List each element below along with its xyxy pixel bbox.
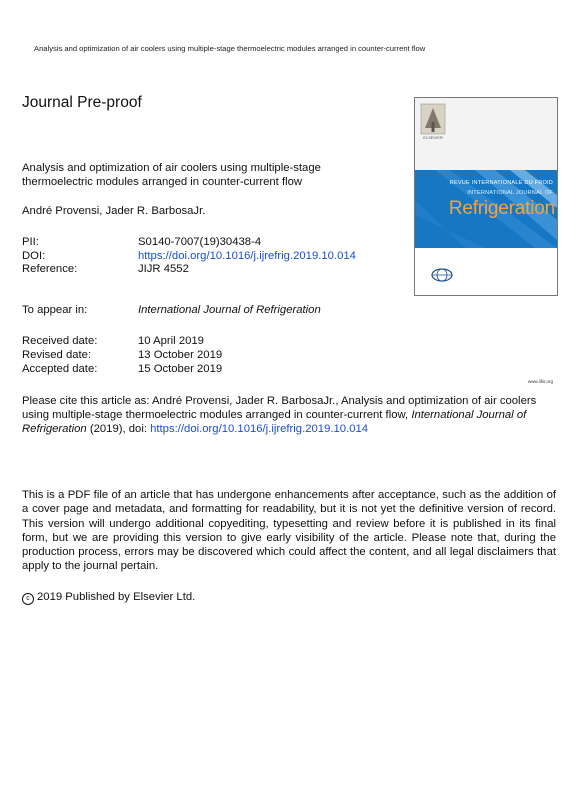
iifiir-logo-icon [431, 268, 453, 282]
accepted-value: 15 October 2019 [138, 363, 223, 375]
reference-label: Reference: [22, 263, 78, 275]
revised-label: Revised date: [22, 349, 92, 361]
article-authors: André Provensi, Jader R. BarbosaJr. [22, 205, 206, 217]
running-head: Analysis and optimization of air coolers using multiple-stage thermoelectric modules arranged in counter-current flow [34, 44, 426, 53]
citation-prefix: Please cite this article as: André Provensi, Jader R. BarbosaJr., Analysis and optimization of air coolers using multiple-stage thermoelectric modules arranged in counter-current flow, [22, 395, 537, 421]
cover-publisher: ELSEVIER [423, 135, 443, 140]
cover-journal-line: INTERNATIONAL JOURNAL OF [467, 190, 553, 196]
citation-doi-link[interactable]: https://doi.org/10.1016/j.ijrefrig.2019.10.014 [150, 423, 369, 435]
article-title: Analysis and optimization of air coolers using multiple-stage thermoelectric modules arranged in counter-current flow [22, 162, 321, 188]
appear-value: International Journal of Refrigeration [138, 304, 321, 316]
preproof-notice: This is a PDF file of an article that has undergone enhancements after acceptance, such as the addition of a cover page and metadata, and formatting for readability, but it is not yet the definitive version of record. This version will undergo additional copyediting, typesetting and review before it is published in its final form, but we are providing this version to give early visibility of the article. Please note that, during the production process, errors may be discovered which could affect the content, and all legal disclaimers that apply to the journal pertain. [22, 489, 556, 573]
pii-label: PII: [22, 236, 39, 248]
journal-cover-image [414, 97, 558, 384]
page-status-title: Journal Pre-proof [22, 94, 142, 111]
revised-value: 13 October 2019 [138, 349, 223, 361]
elsevier-logo-icon [415, 98, 557, 170]
cover-journal-subtitle: REVUE INTERNATIONALE DU FROID [449, 180, 553, 186]
accepted-label: Accepted date: [22, 363, 98, 375]
received-value: 10 April 2019 [138, 335, 204, 347]
doi-link[interactable]: https://doi.org/10.1016/j.ijrefrig.2019.10.014 [138, 250, 356, 262]
appear-label: To appear in: [22, 304, 88, 316]
citation-journal: International Journal of Refrigeration [22, 409, 527, 435]
doi-label: DOI: [22, 250, 46, 262]
copyright-line [22, 591, 195, 605]
reference-value: JIJR 4552 [138, 263, 189, 275]
received-label: Received date: [22, 335, 98, 347]
citation-year-doi: (2019), doi: [89, 423, 147, 435]
citation-paragraph [22, 394, 556, 436]
copyright-text: 2019 Published by Elsevier Ltd. [37, 591, 196, 603]
pii-value: S0140-7007(19)30438-4 [138, 236, 262, 248]
cover-header [415, 98, 557, 170]
copyright-symbol: c [22, 593, 34, 605]
cover-journal-name: Refrigeration [448, 198, 555, 219]
cover-url: www.iifiir.org [527, 379, 553, 384]
